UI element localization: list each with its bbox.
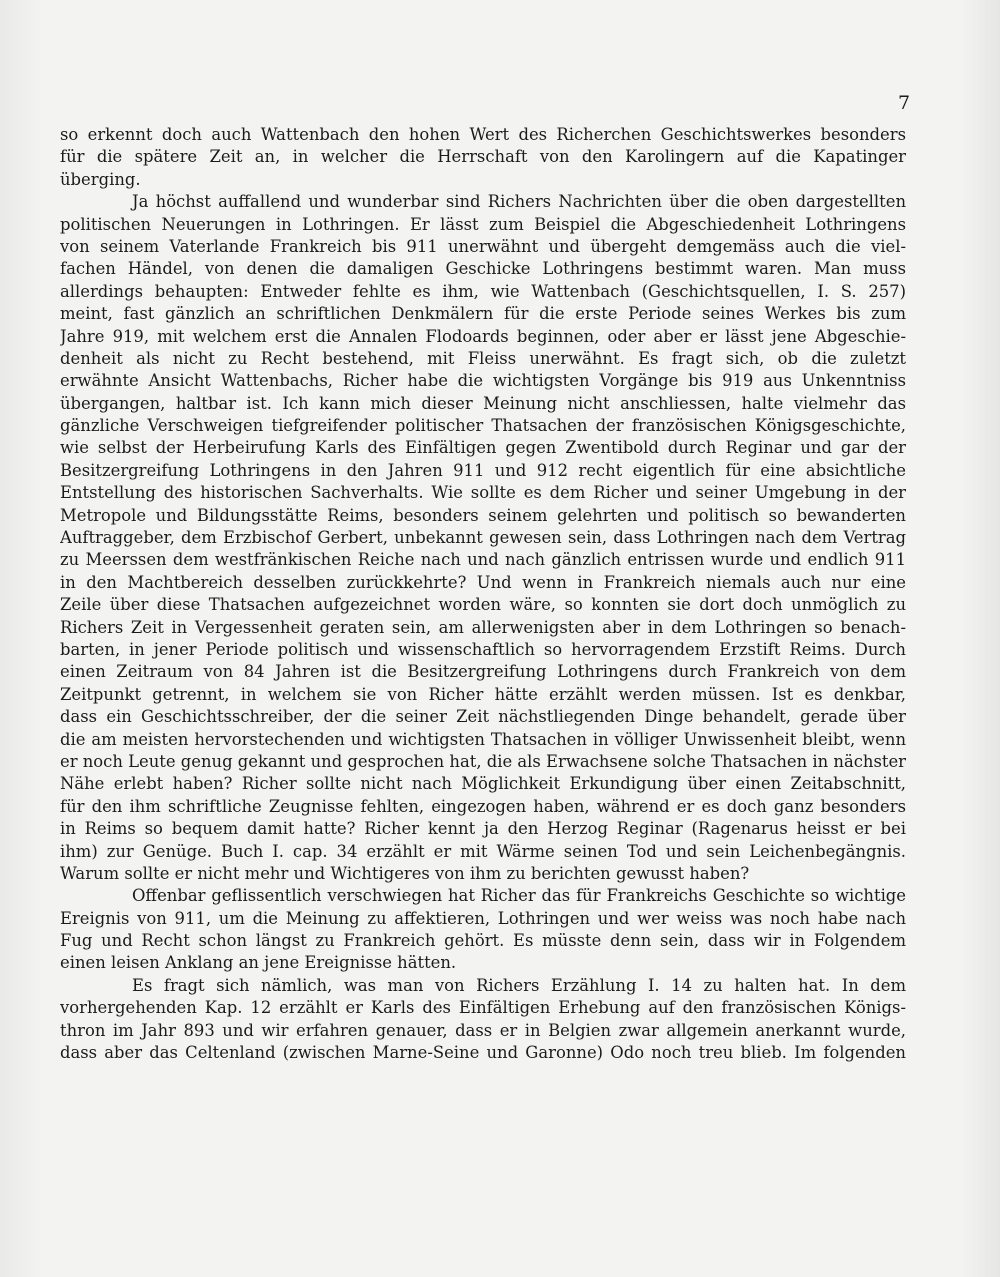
text-line: Fug und Recht schon längst zu Frankreich gehört. Es müsste denn sein, dass wir in Folgendem (60, 931, 906, 951)
text-line: Jahre 919, mit welchem erst die Annalen Flodoards beginnen, oder aber er lässt jene Abgeschie- (60, 326, 906, 346)
text-line: ihm) zur Genüge. Buch I. cap. 34 erzählt er mit Wärme seinen Tod und sein Leichenbegängnis. (60, 841, 906, 861)
text-line: allerdings behaupten: Entweder fehlte es ihm, wie Wattenbach (Geschichtsquellen, I. S. 257) (60, 281, 906, 301)
page-number: 7 (898, 92, 911, 114)
text-line: Zeitpunkt getrennt, in welchem sie von Richer hätte erzählt werden müssen. Ist es denkbar, (60, 684, 906, 704)
text-line: Es fragt sich nämlich, was man von Richers Erzählung I. 14 zu halten hat. In dem (132, 975, 906, 995)
text-line: vorhergehenden Kap. 12 erzählt er Karls des Einfältigen Erhebung auf den französischen Königs- (60, 998, 906, 1018)
text-line: er noch Leute genug gekannt und gesprochen hat, die als Erwachsene solche Thatsachen in nächster (60, 751, 906, 771)
text-line: in Reims so bequem damit hatte? Richer kennt ja den Herzog Reginar (Ragenarus heisst er bei (60, 819, 906, 839)
text-line: zu Meerssen dem westfränkischen Reiche nach und nach gänzlich entrissen wurde und endlich 911 (60, 550, 906, 570)
text-line: politischen Neuerungen in Lothringen. Er lässt zum Beispiel die Abgeschiedenheit Lothringens (60, 214, 906, 234)
text-line: die am meisten hervorstechenden und wichtigsten Thatsachen in völliger Unwissenheit bleibt, wenn (60, 729, 906, 749)
text-line: Ereignis von 911, um die Meinung zu affektieren, Lothringen und wer weiss was noch habe nach (60, 908, 906, 928)
text-line: Besitzergreifung Lothringens in den Jahren 911 und 912 recht eigentlich für eine absichtliche (60, 460, 906, 480)
text-line: von seinem Vaterlande Frankreich bis 911 unerwähnt und übergeht demgemäss auch die viel- (60, 236, 906, 256)
text-line: Warum sollte er nicht mehr und Wichtigeres von ihm zu berichten gewusst haben? (60, 863, 750, 883)
text-line: Richers Zeit in Vergessenheit geraten sein, am allerwenigsten aber in dem Lothringen so benach- (60, 617, 906, 637)
text-line: Nähe erlebt haben? Richer sollte nicht nach Möglichkeit Erkundigung über einen Zeitabschnitt, (60, 774, 906, 794)
text-line: barten, in jener Periode politisch und wissenschaftlich so hervorragendem Erzstift Reims. Durch (60, 639, 906, 659)
text-line: wie selbst der Herbeirufung Karls des Einfältigen gegen Zwentibold durch Reginar und gar der (60, 438, 906, 458)
text-line: Auftraggeber, dem Erzbischof Gerbert, unbekannt gewesen sein, dass Lothringen nach dem Vertrag (60, 528, 906, 548)
text-line: überging. (60, 169, 141, 189)
text-line: für den ihm schriftliche Zeugnisse fehlten, eingezogen haben, während er es doch ganz besonders (60, 796, 906, 816)
text-line: denheit als nicht zu Recht bestehend, mit Fleiss unerwähnt. Es fragt sich, ob die zuletzt (60, 348, 906, 368)
text-line: fachen Händel, von denen die damaligen Geschicke Lothringens bestimmt waren. Man muss (60, 259, 906, 279)
text-line: Ja höchst auffallend und wunderbar sind Richers Nachrichten über die oben dargestellten (132, 192, 906, 212)
text-line: einen Zeitraum von 84 Jahren ist die Besitzergreifung Lothringens durch Frankreich von dem (60, 662, 906, 682)
text-line: Entstellung des historischen Sachverhalts. Wie sollte es dem Richer und seiner Umgebung in der (60, 483, 906, 503)
text-line: dass ein Geschichtsschreiber, der die seiner Zeit nächstliegenden Dinge behandelt, gerade über (60, 707, 906, 727)
text-line: Zeile über diese Thatsachen aufgezeichnet worden wäre, so konnten sie dort doch unmöglich zu (60, 595, 906, 615)
text-line: erwähnte Ansicht Wattenbachs, Richer habe die wichtigsten Vorgänge bis 919 aus Unkenntniss (60, 371, 906, 391)
text-line: übergangen, haltbar ist. Ich kann mich dieser Meinung nicht anschliessen, halte vielmehr das (60, 393, 906, 413)
text-line: so erkennt doch auch Wattenbach den hohen Wert des Richerchen Geschichtswerkes besonders (60, 125, 906, 144)
text-line: Offenbar geflissentlich verschwiegen hat Richer das für Frankreichs Geschichte so wichtige (132, 886, 906, 906)
text-line: für die spätere Zeit an, in welcher die Herrschaft von den Karolingern auf die Kapatinger (60, 147, 906, 167)
text-line: thron im Jahr 893 und wir erfahren genauer, dass er in Belgien zwar allgemein anerkannt wurde, (60, 1020, 906, 1040)
text-line: dass aber das Celtenland (zwischen Marne-Seine und Garonne) Odo noch treu blieb. Im folgenden (60, 1043, 906, 1063)
text-line: Metropole und Bildungsstätte Reims, besonders seinem gelehrten und politisch so bewanderten (60, 505, 906, 525)
text-line: gänzliche Verschweigen tiefgreifender politischer Thatsachen der französischen Königsgeschichte, (60, 416, 906, 436)
text-line: meint, fast gänzlich an schriftlichen Denkmälern für die erste Periode seines Werkes bis zum (60, 304, 906, 324)
text-line: in den Machtbereich desselben zurückkehrte? Und wenn in Frankreich niemals auch nur eine (60, 572, 906, 592)
body-text (60, 124, 906, 1064)
text-line: einen leisen Anklang an jene Ereignisse hätten. (60, 953, 457, 973)
